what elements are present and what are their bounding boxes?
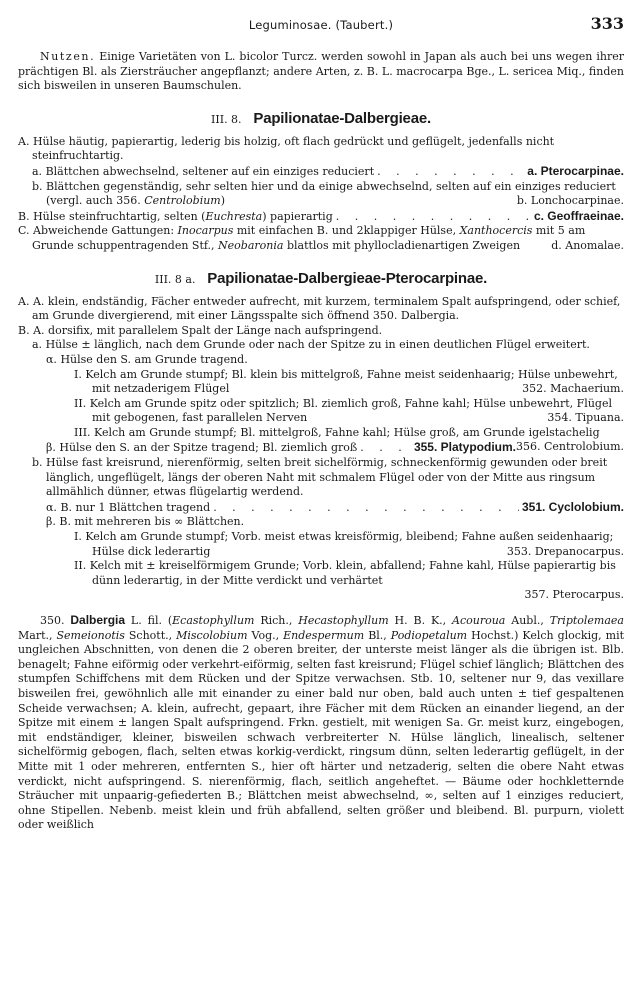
key-label: I. [74,530,82,544]
key-label: β. [46,515,56,529]
key-label: C. [18,224,30,238]
key-entry [18,456,624,500]
key-result: 353. Drepanocarpus. [506,544,624,558]
key-result: 356. Centrolobium. [515,440,624,454]
key-entry [18,224,624,253]
key-text-italic: Centrolobium [144,194,221,208]
genus-description [18,613,624,833]
synonym-name: Triptolemaea [549,614,624,627]
key-text: A. klein, endständig, Fächer entweder aufrecht, mit kurzem, terminalem Spalt aufspringend, oder schief, am Grunde divergierend, mit einer Längsspalte sich öffnend [32,294,621,323]
key-text: Hülse den S. an der Spitze tragend; Bl. ziemlich groß [59,441,358,455]
key-text: Blättchen gegenständig, sehr selten hier und da einige abwechselnd, selten auf ein einziges reduciert (vergl. auch 356. [46,179,616,208]
genus-author: L. fil. ( [125,614,173,627]
key-text: Hülse ± länglich, nach dem Grunde oder nach der Spitze zu in einen deutlichen Flügel erweitert. [45,338,590,352]
key-label: I. [74,367,82,381]
key-label: III. [74,425,91,439]
key-entry [18,135,624,164]
key-text: mit 5 am Grunde schuppentragenden Stf., [32,224,586,252]
section-title: Papilionatae-Dalbergieae. [253,109,431,127]
synonym-author: Hochst.) [467,628,523,642]
key-label: A. [18,294,30,308]
key-text-italic: Neobaronia [218,238,284,252]
key-text: Kelch am Grunde stumpf; Vorb. meist etwas kreisförmig, bleibend; Fahne außen seidenhaarig; Hülse dick lederartig [85,530,614,558]
section-number: III. 8 a. [154,272,196,286]
key-entry [18,295,624,324]
synonym-author: Rich., [254,614,299,627]
key-pterocarpinae [18,295,624,603]
section-heading-dalbergieae [18,110,624,127]
key-result: 352. Machaerium. [522,382,624,396]
key-result: 354. Tipuana. [547,411,624,425]
key-entry [18,500,624,516]
synonym-author: Vog., [247,628,284,642]
key-result: d. Anomalae. [551,238,624,252]
usage-label: Nutzen. [40,50,96,63]
key-text: Kelch am Grunde spitz oder spitzlich; Bl. ziemlich groß, Fahne kahl; Hülse unbewehrt, Flügel mit gebogenen, fast parallelen Nerven [89,396,612,425]
key-text: mit einfachen B. und 2klappiger Hülse, [233,224,460,238]
key-text-italic: Euchresta [205,209,263,223]
key-entry [18,353,624,368]
leader-dots [377,165,524,180]
key-label: A. [18,134,30,148]
genus-name: Dalbergia [70,613,126,627]
leader-dots [336,210,531,225]
key-text: blattlos mit phyllocladienartigen Zweigen [283,238,521,252]
key-text: Hülse steinfruchtartig, selten ( [33,209,206,223]
running-head [18,14,624,40]
section-heading-pterocarpinae [18,270,624,287]
key-text: Hülse häutig, papierartig, lederig bis holzig, oft flach gedrückt und geflügelt, jedenfalls nicht steinfruchtartig. [32,134,555,163]
synonym-author: Aubl., [505,614,550,627]
key-text: Hülse den S. am Grunde tragend. [60,352,248,366]
usage-text: Einige Varietäten von L. bicolor Turcz. werden sowohl in Japan als auch bei uns wegen ihrer prächtigen Bl. als Ziersträucher angepflanzt; andere Arten, z. B. L. macrocarpa Bge., L. sericea Miq., finden sich bisweilen in unseren Baumschulen. [18,50,624,93]
key-label: β. [46,441,56,455]
key-text: B. mit mehreren bis ∞ Blättchen. [59,515,245,529]
key-entry [18,530,624,559]
usage-paragraph [18,50,624,94]
key-label: II. [74,559,87,573]
section-number: III. 8. [211,112,242,126]
synonym-name: Miscolobium [176,628,248,642]
page [18,14,624,833]
synonym-name: Hecastophyllum [298,614,389,627]
synonym-author: Mart., [18,628,57,642]
key-text: Kelch mit ± kreiselförmigem Grunde; Vorb. klein, abfallend; Fahne kahl, Hülse papierartig bis dünn lederartig, in der Mitte verdickt und verhärtet [89,559,616,587]
synonym-author: Bl., [364,628,391,642]
synonym-author: Schott., [124,628,177,642]
key-entry [18,324,624,339]
leader-dots [213,501,519,516]
key-entry [18,559,624,603]
key-label: II. [74,396,87,410]
synonym-name: Endespermum [283,628,365,642]
key-entry [18,209,624,225]
key-text-italic: Xanthocercis [459,224,533,238]
key-entry [18,180,624,209]
genus-number: 350. [40,614,65,627]
key-label: a. [32,338,43,352]
key-text: Hülse fast kreisrund, nierenförmig, selten breit sichelförmig, schneckenförmig gewunden oder breit länglich, ungeflügelt, längs der oberen Naht mit schmalem Flügel oder von der Mitte aus ringsum allmählich dünner, etwas flügelartig werdend. [46,456,608,499]
key-text: ) [220,194,226,208]
key-result: b. Lonchocarpinae. [516,194,624,208]
key-result: 351. Cyclolobium. [521,499,624,514]
key-dalbergieae [18,135,624,254]
synonym-name: Acouroua [452,614,506,627]
key-entry [18,397,624,426]
running-title: Leguminosae. (Taubert.) [248,18,394,32]
page-number: 333 [590,14,624,33]
key-label: B. [18,323,30,337]
key-entry [18,368,624,397]
key-result: 355. Platypodium. [413,440,516,455]
synonym-author: H. B. K., [388,614,453,627]
key-text: ) papierartig [262,209,333,223]
key-text: Blättchen abwechselnd, seltener auf ein einziges reduciert [45,164,375,178]
key-label: α. [46,500,57,514]
key-entry [18,440,624,456]
leader-dots [360,441,411,456]
key-result: 350. Dalbergia. [372,309,460,323]
synonym-name: Semeionotis [56,628,125,642]
key-result: a. Pterocarpinae. [527,163,624,178]
synonym-name: Podiopetalum [390,628,468,642]
key-text: Abweichende Gattungen: [33,224,178,238]
key-text: Kelch am Grunde stumpf; Bl. mittelgroß, Fahne kahl; Hülse groß, am Grunde igelstachelig [94,425,600,439]
key-result: c. Geoffraeinae. [533,208,624,223]
key-entry [18,338,624,353]
key-label: B. [18,209,30,223]
key-entry [18,164,624,180]
key-label: b. [32,179,43,193]
genus-description-text: Kelch glockig, mit ungleichen Abschnitten, von denen die 2 oberen breiter, der unterste meist länger als die übrigen ist. Blb. benagelt; Fahne eiförmig oder verkehrt-eiförmig, selten fast kreisrund; Flügel schief länglich; Blättchen des stumpfen Schiffchens mit dem Rücken und der Spitze verwachsen. Stb. 10, seltener nur 9, das vexillare bisweilen frei, gewöhnlich alle mit einander zu einer bald nur oben, bald auch unten ± tief gespaltenen Scheide verwachsen; A. klein, aufrecht, gepaart, ihre Fächer mit dem Rücken an einander liegend, an der Spitze mit einem ± langen Spalt aufspringend. Frkn. gestielt, mit wenigen Sa. Gr. meist kurz, eingebogen, mit endständiger, kleiner, bisweilen schwach verbreiterter N. Hülse länglich, linealisch, seltener sichelförmig gebogen, flach, selten etwas korkig-verdickt, ringsum dünn, selten lederartig geflügelt, in der Mitte mit 1 oder mehreren, entfernten S., hier oft härter und netzaderig, selten die obere Naht etwas verdickt, nicht aufspringend. S. nierenförmig, flach, seitlich angeheftet. — Bäume oder hochkletternde Sträucher mit unpaarig-gefiederten B.; Blättchen meist abwechselnd, ∞, selten auf 1 einziges reduciert, ohne Stipellen. Nebenb. meist klein und früh abfallend, selten größer und bleibend. Bl. purpurn, violett oder weißlich [18,628,625,832]
key-label: b. [32,456,43,470]
key-text: B. nur 1 Blättchen tragend [60,500,211,514]
key-text-italic: Inocarpus [177,224,234,238]
key-entry [18,515,624,530]
key-text: Kelch am Grunde stumpf; Bl. klein bis mittelgroß, Fahne meist seidenhaarig; Hülse unbewehrt, mit netzaderigem Flügel [85,367,618,396]
synonym-name: Ecastophyllum [172,614,255,627]
section-title: Papilionatae-Dalbergieae-Pterocarpinae. [207,269,488,287]
key-label: α. [46,352,57,366]
key-result: 357. Pterocarpus. [524,588,624,602]
key-label: a. [32,164,43,178]
key-text: A. dorsifix, mit parallelem Spalt der Länge nach aufspringend. [33,323,383,337]
